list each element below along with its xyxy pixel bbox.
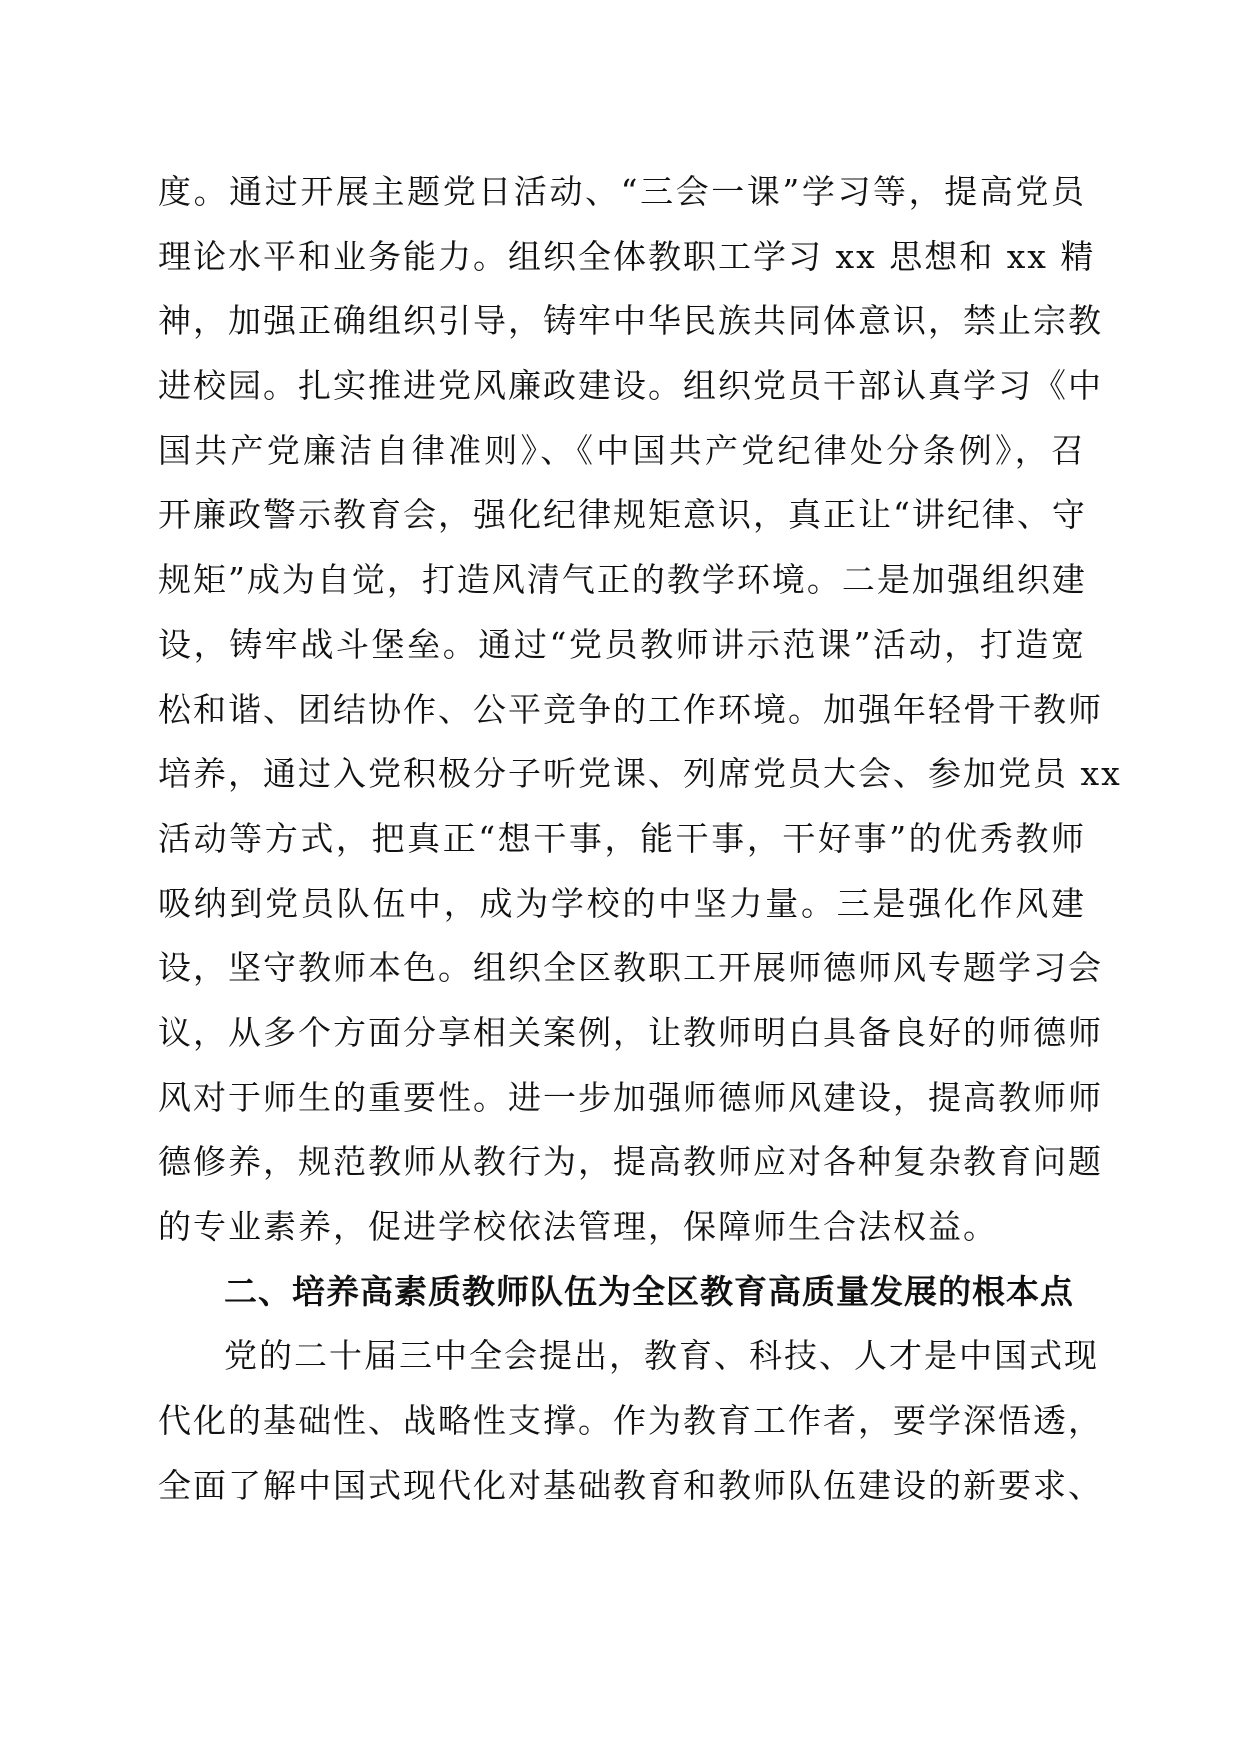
paragraph-line: 议，从多个方面分享相关案例，让教师明白具备良好的师德师	[158, 1012, 1103, 1052]
paragraph-line: 活动等方式，把真正“想干事，能干事，干好事”的优秀教师	[158, 818, 1086, 858]
paragraph-line: 进校园。扎实推进党风廉政建设。组织党员干部认真学习《中	[158, 366, 1103, 406]
paragraph-line: 理论水平和业务能力。组织全体教职工学习 xx 思想和 xx 精	[158, 236, 1096, 276]
paragraph-line: 度。通过开展主题党日活动、“三会一课”学习等，提高党员	[158, 172, 1086, 211]
paragraph-line: 代化的基础性、战略性支撑。作为教育工作者，要学深悟透，	[158, 1401, 1103, 1441]
paragraph-line: 吸纳到党员队伍中，成为学校的中坚力量。三是强化作风建	[158, 883, 1086, 923]
paragraph-line: 全面了解中国式现代化对基础教育和教师队伍建设的新要求、	[158, 1465, 1103, 1505]
paragraph-line: 培养，通过入党积极分子听党课、列席党员大会、参加党员 xx	[158, 754, 1122, 794]
paragraph-line: 党的二十届三中全会提出，教育、科技、人才是中国式现	[224, 1336, 1099, 1376]
section-heading: 二、培养高素质教师队伍为全区教育高质量发展的根本点	[224, 1271, 1074, 1311]
paragraph-line: 国共产党廉洁自律准则》、《中国共产党纪律处分条例》，召	[158, 430, 1086, 470]
paragraph-line: 开廉政警示教育会，强化纪律规矩意识，真正让“讲纪律、守	[158, 495, 1087, 535]
paragraph-line: 德修养，规范教师从教行为，提高教师应对各种复杂教育问题	[158, 1142, 1103, 1182]
paragraph-line: 的专业素养，促进学校依法管理，保障师生合法权益。	[158, 1207, 998, 1246]
paragraph-line: 松和谐、团结协作、公平竞争的工作环境。加强年轻骨干教师	[158, 689, 1103, 729]
paragraph-line: 神，加强正确组织引导，铸牢中华民族共同体意识，禁止宗教	[158, 301, 1103, 341]
paragraph-line: 设，坚守教师本色。组织全区教职工开展师德师风专题学习会	[158, 948, 1103, 988]
paragraph-line: 设，铸牢战斗堡垒。通过“党员教师讲示范课”活动，打造宽	[158, 624, 1086, 664]
paragraph-line: 风对于师生的重要性。进一步加强师德师风建设，提高教师师	[158, 1077, 1103, 1117]
paragraph-line: 规矩”成为自觉，打造风清气正的教学环境。二是加强组织建	[158, 560, 1087, 600]
document-body	[158, 160, 1122, 1518]
